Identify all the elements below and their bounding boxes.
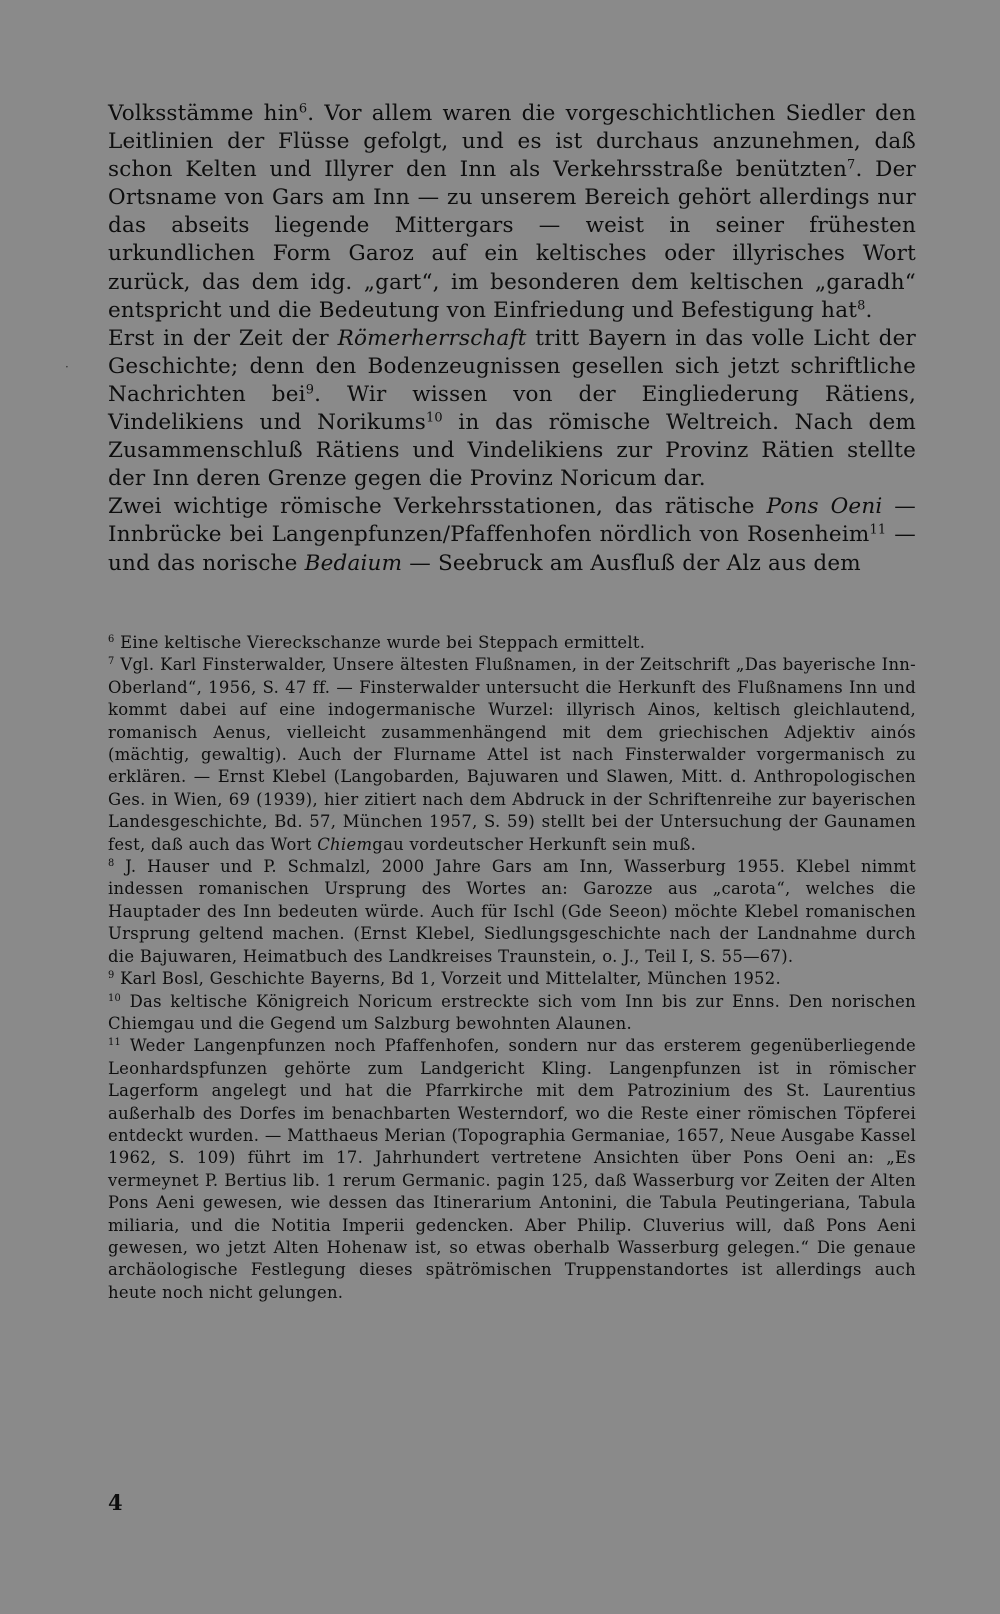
text-run: . Vor allem waren die vorgeschichtlichen Siedler den Leitlinien der Flüsse gefolgt, und es ist durchaus anzunehmen, daß schon Kelten und Illyrer den Inn als Verkehrsstraße benützten	[108, 101, 916, 183]
text-run: . Der Ortsname von Gars am Inn — zu unserem Bereich gehört allerdings nur das abseits liegende Mittergars — weist in seiner frühesten urkundlichen Form Garoz auf ein keltisches oder illyrisches Wort zurück, das dem idg. „gart“, im besonderen dem keltischen „garadh“ entspricht und die Bedeutung von Einfriedung und Befestigung hat	[108, 157, 916, 323]
text-run: . Wir wissen von der Eingliederung Rätiens, Vindelikiens und Norikums	[108, 381, 916, 436]
footnote-text: Das keltische Königreich Noricum erstreckte sich vom Inn bis zur Enns. Den norischen Chiemgau und die Gegend um Salzburg bewohnten Alaunen.	[108, 991, 916, 1033]
footnote-number: 11	[108, 1037, 122, 1049]
paragraph-1	[108, 100, 916, 325]
text-run: — und das norische	[108, 522, 917, 576]
footnote-number: 10	[108, 992, 122, 1004]
footnote-ref: 8	[857, 297, 866, 313]
footnote-ref: 9	[305, 382, 315, 398]
footnote-text: J. Hauser und P. Schmalzl, 2000 Jahre Gars am Inn, Wasserburg 1955. Klebel nimmt indessen romanischen Ursprung des Wortes an: Garozze aus „carota“, welches die Hauptader des Inn bedeuten würde. Auch für Ischl (Gde Seeon) möchte Klebel romanischen Ursprung geltend machen. (Ernst Klebel, Siedlungsgeschichte nach der Landnahme durch die Bajuwaren, Heimatbuch des Landkreises Traunstein, o. J., Teil I, S. 55—67).	[108, 857, 916, 966]
footnote-text: gau vordeutscher Herkunft sein muß.	[372, 834, 697, 854]
footnote-number: 7	[108, 656, 115, 668]
stray-mark: ·	[65, 360, 69, 374]
footnote-text: Vgl. Karl Finsterwalder, Unsere ältesten Flußnamen, in der Zeitschrift „Das bayerische Inn-Oberland“, 1956, S. 47 ff. — Finsterwalder untersucht die Herkunft des Flußnamens Inn und kommt dabei auf eine indogermanische Wurzel: illyrisch Ainos, keltisch gleichlautend, romanisch Aenus, vielleicht zusammenhängend mit dem griechischen Adjektiv ainós (mächtig, gewaltig). Auch der Flurname Attel ist nach Finsterwalder vorgermanisch zu erklären. — Ernst Klebel (Langobarden, Bajuwaren und Slawen, Mitt. d. Anthropologischen Ges. in Wien, 69 (1939), hier zitiert nach dem Abdruck in der Schriftenreihe zur bayerischen Landesgeschichte, Bd. 57, München 1957, S. 59) stellt bei der Untersuchung der Gaunamen fest, daß auch das Wort	[108, 655, 916, 854]
footnote-number: 6	[108, 634, 115, 646]
footnote-ref: 6	[298, 101, 308, 117]
text-run: Volksstämme hin	[108, 101, 299, 126]
footnote-text: Weder Langenpfunzen noch Pfaffenhofen, sondern nur das ersterem gegenüberliegende Leonhardspfunzen gehörte zum Landgericht Kling. Langenpfunzen ist in römischer Lagerform angelegt und hat die Pfarrkirche mit dem Patrozinium des St. Laurentius außerhalb des Dorfes im benachbarten Westerndorf, wo die Reste einer römischen Töpferei entdeckt wurden. — Matthaeus Merian (Topographia Germaniae, 1657, Neue Ausgabe Kassel 1962, S. 109) führt im 17. Jahrhundert vertretene Ansichten über Pons Oeni an: „Es vermeynet P. Bertius lib. 1 rerum Germanic. pagin 125, daß Wasserburg vor Zeiten der Alten Pons Aeni gewesen, wie dessen das Itinerarium Antonini, die Tabula Peutingeriana, Tabula miliaria, und die Notitia Imperii gedencken. Aber Philip. Cluverius will, daß Pons Aeni gewesen, wo jetzt Alten Hohenaw ist, so etwas oberhalb Wasserburg gelegen.“ Die genaue archäologische Festlegung dieses spätrömischen Truppenstandortes ist allerdings auch heute noch nicht gelungen.	[108, 1036, 916, 1302]
text-run: Erst in der Zeit der	[108, 325, 338, 351]
footnote-text: Karl Bosl, Geschichte Bayerns, Bd 1, Vorzeit und Mittelalter, München 1952.	[114, 969, 782, 989]
footnote-ref: 11	[869, 522, 887, 538]
footnotes	[108, 632, 916, 1304]
text-run: Zwei wichtige römische Verkehrsstationen, das rätische	[108, 494, 767, 520]
footnote-number: 8	[108, 858, 115, 870]
main-text	[108, 100, 916, 578]
footnote-8	[108, 856, 916, 968]
footnote-6	[108, 632, 916, 654]
footnote-ref: 7	[847, 157, 856, 173]
footnote-10	[108, 991, 916, 1036]
footnote-11	[108, 1035, 916, 1304]
emphasis: Römerherrschaft	[337, 325, 527, 351]
text-run: — Innbrücke bei Langenpfunzen/Pfaffenhofen nördlich von Rosenheim	[108, 494, 916, 548]
paragraph-3	[108, 493, 916, 577]
paragraph-2	[108, 325, 916, 494]
text-run: tritt Bayern in das volle Licht der Geschichte; denn den Bodenzeugnissen gesellen sich jetzt schriftliche Nachrichten bei	[108, 325, 917, 407]
text-run: — Seebruck am Ausfluß der Alz aus dem	[402, 550, 861, 576]
emphasis: Pons Oeni	[766, 494, 883, 520]
footnote-text: Eine keltische Viereckschanze wurde bei Steppach ermittelt.	[114, 633, 646, 652]
emphasis: Chiem	[317, 834, 373, 854]
text-run: .	[865, 297, 873, 323]
footnote-number: 9	[108, 970, 115, 982]
footnote-7	[108, 654, 916, 856]
page-number: 4	[108, 1490, 123, 1515]
text-run: in das römische Weltreich. Nach dem Zusammenschluß Rätiens und Vindelikiens zur Provinz Rätien stellte der Inn deren Grenze gegen die Provinz Noricum dar.	[108, 410, 916, 492]
footnote-9	[108, 968, 916, 990]
emphasis: Bedaium	[304, 550, 403, 576]
footnote-ref: 10	[425, 410, 443, 426]
